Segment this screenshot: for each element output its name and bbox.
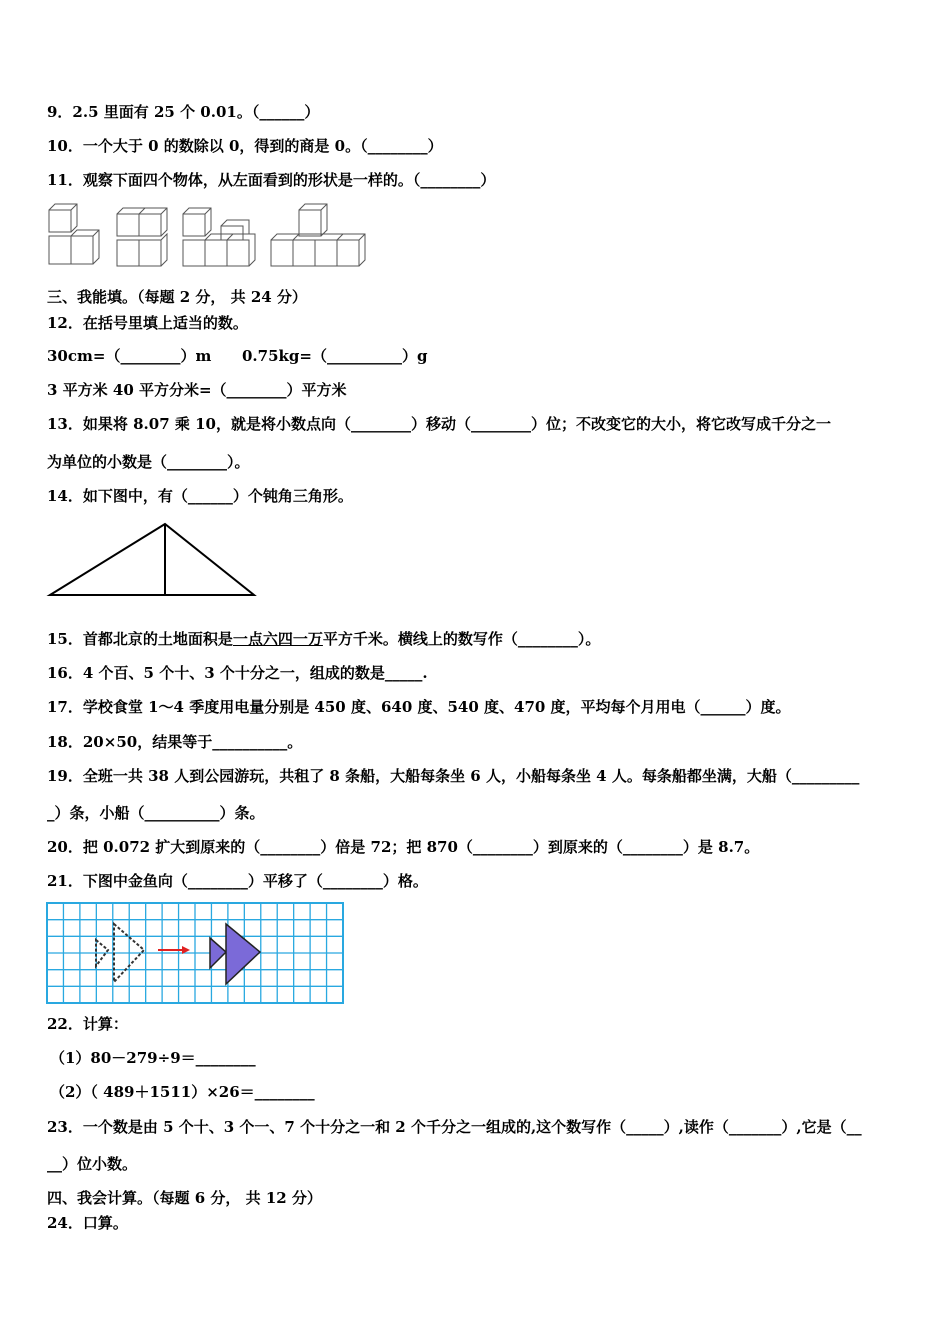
question-14: 14．如下图中，有（______）个钝角三角形。 <box>47 487 353 505</box>
cube-figure-2 <box>117 208 167 266</box>
cube-figure-1 <box>49 204 99 264</box>
question-9: 9．2.5 里面有 25 个 0.01。（______） <box>47 103 320 121</box>
question-22b: （2）（ 489＋1511）×26＝________ <box>50 1083 315 1101</box>
question-16: 16．4 个百、5 个十、3 个十分之一，组成的数是_____. <box>47 664 428 682</box>
question-24: 24．口算。 <box>47 1214 128 1232</box>
question-15-underlined: 一点六四一万 <box>232 630 323 648</box>
question-13-line1: 13．如果将 8.07 乘 10，就是将小数点向（________）移动（________）位；不改变它的大小，将它改写成千分之一 <box>47 415 831 433</box>
section-4-title: 四、我会计算。（每题 6 分， 共 12 分） <box>47 1189 322 1207</box>
question-13-line2: 为单位的小数是（________）。 <box>47 453 250 471</box>
question-15-post: 平方千米。横线上的数写作（________）。 <box>322 630 601 648</box>
question-21: 21．下图中金鱼向（________）平移了（________）格。 <box>47 872 428 890</box>
question-22: 22．计算： <box>47 1015 128 1033</box>
question-23-line1: 23．一个数是由 5 个十、3 个一、7 个十分之一和 2 个千分之一组成的,这个数写作（_____）,读作（_______）,它是（__ <box>47 1118 862 1136</box>
question-19-line2: _）条，小船（__________）条。 <box>47 804 265 822</box>
question-22a: （1）80－279÷9＝________ <box>50 1049 256 1067</box>
question-12c: 3 平方米 40 平方分米=（________）平方米 <box>47 381 347 399</box>
cube-figure-3 <box>183 208 255 266</box>
question-12: 12．在括号里填上适当的数。 <box>47 314 248 332</box>
question-20: 20．把 0.072 扩大到原来的（________）倍是 72；把 870（________）到原来的（________）是 8.7。 <box>47 838 760 856</box>
question-10: 10．一个大于 0 的数除以 0，得到的商是 0。（________） <box>47 137 443 155</box>
question-17: 17．学校食堂 1～4 季度用电量分别是 450 度、640 度、540 度、470 度，平均每个月用电（______）度。 <box>47 698 791 716</box>
question-19-line1: 19．全班一共 38 人到公园游玩，共租了 8 条船，大船每条坐 6 人，小船每条坐 4 人。每条船都坐满，大船（_________ <box>47 767 860 785</box>
triangle-figure <box>45 518 260 600</box>
question-15-pre: 15．首都北京的土地面积是 <box>47 630 233 648</box>
question-18: 18．20×50，结果等于__________。 <box>47 733 303 751</box>
cube-figure-4 <box>271 204 365 266</box>
cube-figures <box>45 200 375 272</box>
question-12b: 0.75kg=（__________）g <box>242 347 428 365</box>
question-15 <box>47 630 600 648</box>
grid-figure <box>46 902 344 1004</box>
question-23-line2: __）位小数。 <box>47 1155 138 1173</box>
question-11: 11．观察下面四个物体，从左面看到的形状是一样的。（________） <box>47 171 496 189</box>
question-12a: 30cm=（________）m <box>47 347 212 365</box>
section-3-title: 三、我能填。（每题 2 分， 共 24 分） <box>47 288 307 306</box>
